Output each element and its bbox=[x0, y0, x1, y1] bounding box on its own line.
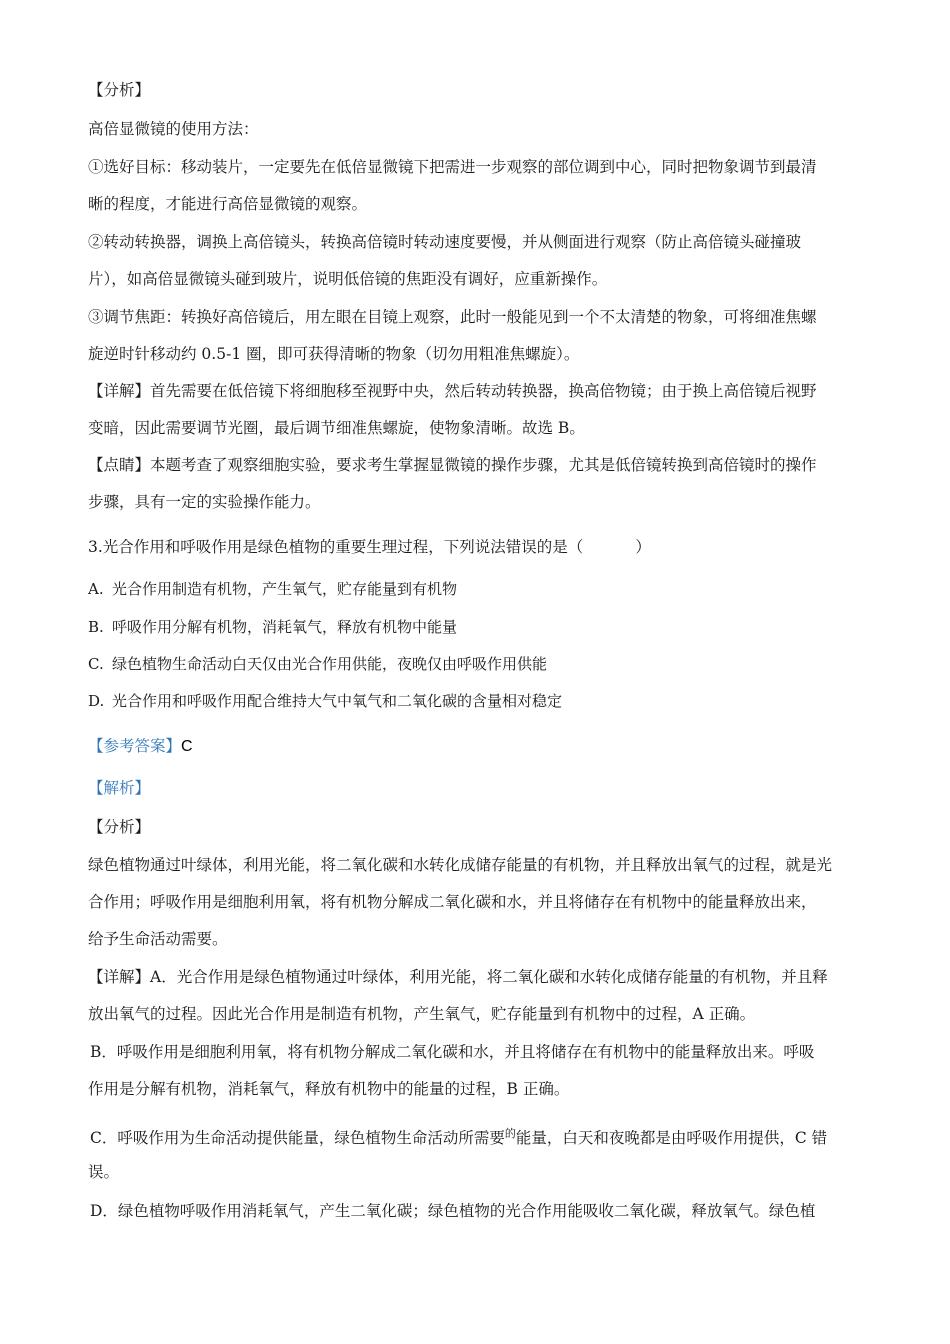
detail2-c-line1 bbox=[90, 1124, 827, 1148]
comment-line1: 【点睛】本题考查了观察细胞实验，要求考生掌握显微镜的操作步骤，尤其是低倍镜转换到高倍镜时的操作 bbox=[88, 456, 817, 474]
question-text: 光合作用和呼吸作用是绿色植物的重要生理过程，下列说法错误的是（ bbox=[102, 538, 584, 556]
detail2-c-sup: 的 bbox=[504, 1127, 516, 1140]
explanation-label: 【解析】 bbox=[88, 779, 151, 797]
answer-value: C bbox=[181, 738, 193, 755]
detail2-d-line1: D．绿色植物呼吸作用消耗氧气，产生二氧化碳；绿色植物的光合作用能吸收二氧化碳，释放氧气。绿色植 bbox=[90, 1202, 816, 1220]
option-letter: A. bbox=[88, 580, 104, 598]
detail2-c-text-a: C．呼吸作用为生命活动提供能量，绿色植物生命活动所需要 bbox=[90, 1129, 505, 1148]
analysis2-line3: 给予生命活动需要。 bbox=[88, 930, 228, 948]
detail-line2: 变暗，因此需要调节光圈，最后调节细准焦螺旋，使物象清晰。故选 B。 bbox=[88, 419, 585, 437]
detail-line1: 【详解】首先需要在低倍镜下将细胞移至视野中央，然后转动转换器，换高倍物镜；由于换上高倍镜后视野 bbox=[88, 382, 817, 400]
answer-label: 【参考答案】 bbox=[88, 737, 182, 755]
detail2-c-line2: 误。 bbox=[88, 1163, 120, 1181]
detail2-b-line1: B．呼吸作用是细胞利用氧，将有机物分解成二氧化碳和水，并且将储存在有机物中的能量释放出来。呼吸 bbox=[90, 1043, 815, 1061]
comment-line2: 步骤，具有一定的实验操作能力。 bbox=[88, 493, 321, 511]
option-text: 光合作用和呼吸作用配合维持大气中氧气和二氧化碳的含量相对稳定 bbox=[112, 692, 563, 710]
analysis-label: 【分析】 bbox=[88, 81, 151, 99]
option-d bbox=[88, 691, 562, 711]
method-title: 高倍显微镜的使用方法： bbox=[88, 120, 259, 138]
option-a bbox=[88, 579, 457, 599]
analysis2-line1: 绿色植物通过叶绿体，利用光能，将二氧化碳和水转化成储存能量的有机物，并且释放出氧气的过程，就是光 bbox=[88, 856, 833, 874]
option-text: 光合作用制造有机物，产生氧气，贮存能量到有机物 bbox=[112, 580, 458, 598]
method-step2-line2: 片），如高倍显微镜头碰到玻片，说明低倍镜的焦距没有调好，应重新操作。 bbox=[88, 270, 608, 288]
method-step1-line1: ①选好目标：移动装片，一定要先在低倍显微镜下把需进一步观察的部位调到中心，同时把物象调节到最清 bbox=[88, 158, 817, 176]
method-step3-line2: 旋逆时针移动约 0.5-1 圈，即可获得清晰的物象（切勿用粗准焦螺旋）。 bbox=[88, 345, 580, 363]
detail2-a-line2: 放出氧气的过程。因此光合作用是制造有机物，产生氧气，贮存能量到有机物中的过程，A 正确。 bbox=[88, 1005, 756, 1023]
method-step1-line2: 晰的程度，才能进行高倍显微镜的观察。 bbox=[88, 195, 368, 213]
question-stem bbox=[88, 537, 651, 557]
method-step2-line1: ②转动转换器，调换上高倍镜头，转换高倍镜时转动速度要慢，并从侧面进行观察（防止高倍镜头碰撞玻 bbox=[88, 233, 802, 251]
option-letter: C. bbox=[88, 655, 104, 673]
option-b bbox=[88, 617, 457, 637]
question-paren-close: ） bbox=[635, 538, 651, 556]
detail2-b-line2: 作用是分解有机物，消耗氧气，释放有机物中的能量的过程，B 正确。 bbox=[88, 1080, 570, 1098]
method-step3-line1: ③调节焦距：转换好高倍镜后，用左眼在目镜上观察，此时一般能见到一个不太清楚的物象，可将细准焦螺 bbox=[88, 308, 817, 326]
analysis2-line2: 合作用；呼吸作用是细胞利用氧，将有机物分解成二氧化碳和水，并且将储存在有机物中的能量释放出来， bbox=[88, 893, 817, 911]
detail2-c-text-b: 能量，白天和夜晚都是由呼吸作用提供，C 错 bbox=[515, 1129, 828, 1148]
option-c bbox=[88, 654, 547, 674]
option-letter: D. bbox=[88, 692, 105, 710]
option-text: 呼吸作用分解有机物，消耗氧气，释放有机物中能量 bbox=[112, 618, 458, 636]
option-letter: B. bbox=[88, 618, 104, 636]
question-number: 3. bbox=[88, 538, 103, 556]
analysis2-label: 【分析】 bbox=[88, 818, 151, 836]
option-text: 绿色植物生命活动白天仅由光合作用供能，夜晚仅由呼吸作用供能 bbox=[112, 655, 548, 673]
detail2-a-line1: 【详解】A．光合作用是绿色植物通过叶绿体，利用光能，将二氧化碳和水转化成储存能量的有机物，并且释 bbox=[88, 968, 828, 986]
answer-line bbox=[88, 736, 193, 757]
